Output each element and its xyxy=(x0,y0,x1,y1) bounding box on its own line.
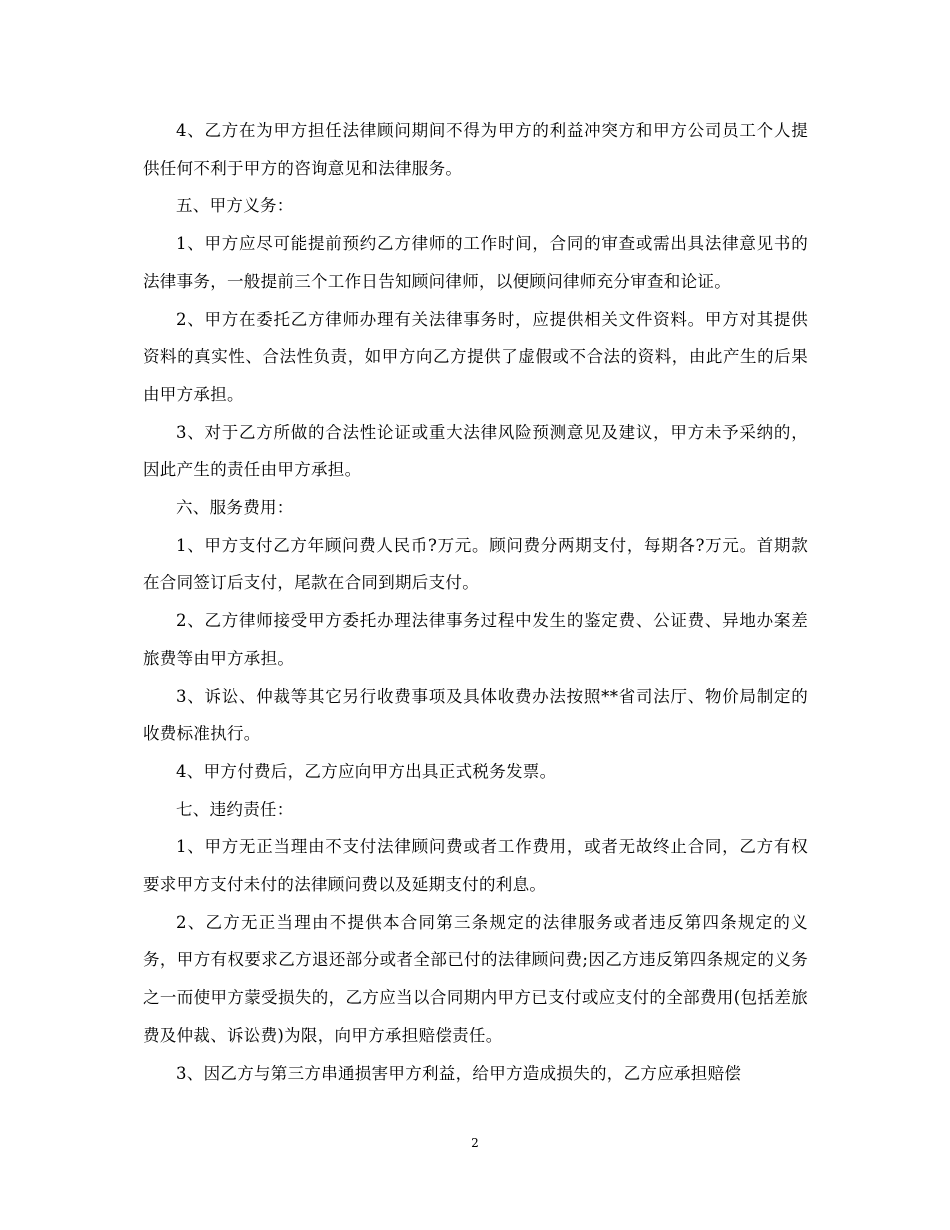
paragraph-breach-liability-2: 2、乙方无正当理由不提供本合同第三条规定的法律服务或者违反第四条规定的义务，甲方有权要求乙方退还部分或者全部已付的法律顾问费;因乙方违反第四条规定的义务之一而使甲方蒙受损失的，乙方应当以合同期内甲方已支付或应支付的全部费用(包括差旅费及仲裁、诉讼费)为限，向甲方承担赔偿责任。 xyxy=(143,912,808,1045)
paragraph-service-fee-1: 1、甲方支付乙方年顾问费人民币?万元。顾问费分两期支付，每期各?万元。首期款在合同签订后支付，尾款在合同到期后支付。 xyxy=(143,535,808,593)
section-heading-breach-liability: 七、违约责任： xyxy=(176,799,294,819)
paragraph-breach-liability-1: 1、甲方无正当理由不支付法律顾问费或者工作费用，或者无故终止合同，乙方有权要求甲方支付未付的法律顾问费以及延期支付的利息。 xyxy=(143,837,808,895)
paragraph-breach-liability-3: 3、因乙方与第三方串通损害甲方利益，给甲方造成损失的，乙方应承担赔偿 xyxy=(176,1063,742,1083)
paragraph-party-a-obligation-1: 1、甲方应尽可能提前预约乙方律师的工作时间，合同的审查或需出具法律意见书的法律事务，一般提前三个工作日告知顾问律师，以便顾问律师充分审查和论证。 xyxy=(143,234,808,291)
paragraph-service-fee-3: 3、诉讼、仲裁等其它另行收费事项及具体收费办法按照**省司法厅、物价局制定的收费标准执行。 xyxy=(143,686,808,744)
paragraph-service-fee-4: 4、甲方付费后，乙方应向甲方出具正式税务发票。 xyxy=(176,761,557,781)
paragraph-party-a-obligation-3: 3、对于乙方所做的合法性论证或重大法律风险预测意见及建议，甲方未予采纳的，因此产生的责任由甲方承担。 xyxy=(143,422,808,480)
paragraph-party-a-obligation-2: 2、甲方在委托乙方律师办理有关法律事务时，应提供相关文件资料。甲方对其提供资料的真实性、合法性负责，如甲方向乙方提供了虚假或不合法的资料，由此产生的后果由甲方承担。 xyxy=(143,309,808,404)
paragraph-service-fee-2: 2、乙方律师接受甲方委托办理法律事务过程中发生的鉴定费、公证费、异地办案差旅费等由甲方承担。 xyxy=(143,611,808,668)
section-heading-service-fees: 六、服务费用： xyxy=(176,498,294,518)
document-body xyxy=(143,112,808,1092)
page-number: 2 xyxy=(471,1136,479,1150)
section-heading-party-a-obligations: 五、甲方义务： xyxy=(176,196,294,216)
paragraph-clause-4-conflict: 4、乙方在为甲方担任法律顾问期间不得为甲方的利益冲突方和甲方公司员工个人提供任何不利于甲方的咨询意见和法律服务。 xyxy=(143,121,808,178)
